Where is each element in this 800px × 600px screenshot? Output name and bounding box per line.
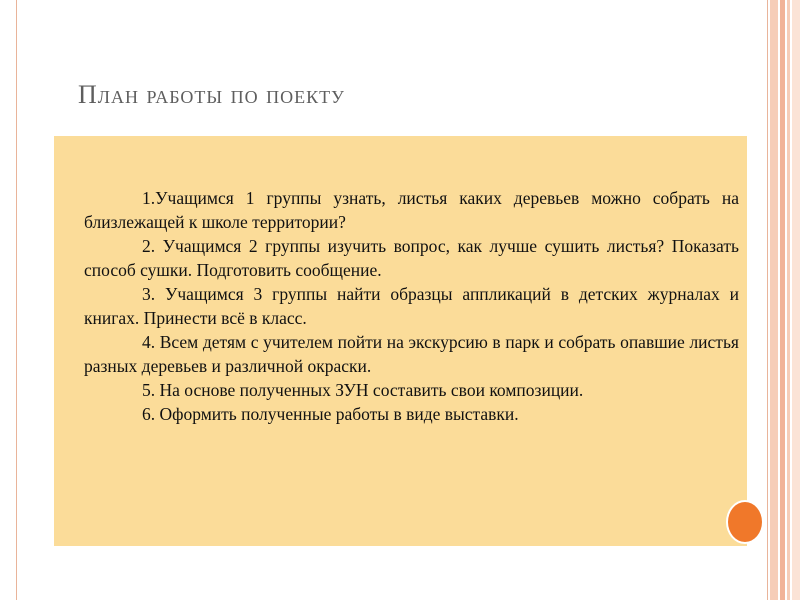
decorative-circle bbox=[726, 500, 764, 544]
decorative-stripe bbox=[770, 0, 778, 600]
plan-item-3: 3. Учащимся 3 группы найти образцы аппликаций в детских журналах и книгах. Принести всё в класс. bbox=[84, 284, 739, 328]
decorative-stripe bbox=[787, 0, 790, 600]
decorative-stripe bbox=[780, 0, 785, 600]
plan-item-2: 2. Учащимся 2 группы изучить вопрос, как лучше сушить листья? Показать способ сушки. Подготовить сообщение. bbox=[84, 236, 739, 280]
plan-item-6: 6. Оформить полученные работы в виде выставки. bbox=[142, 404, 519, 424]
plan-item-4: 4. Всем детям с учителем пойти на экскурсию в парк и собрать опавшие листья разных деревьев и различной окраски. bbox=[84, 332, 739, 376]
decorative-stripe bbox=[792, 0, 800, 600]
content-box bbox=[54, 136, 747, 546]
plan-item-1: 1.Учащимся 1 группы узнать, листья каких деревьев можно собрать на близлежащей к школе территории? bbox=[84, 188, 739, 232]
plan-item-5: 5. На основе полученных ЗУН составить свои композиции. bbox=[142, 380, 584, 400]
slide-title: План работы по поекту bbox=[78, 80, 345, 109]
